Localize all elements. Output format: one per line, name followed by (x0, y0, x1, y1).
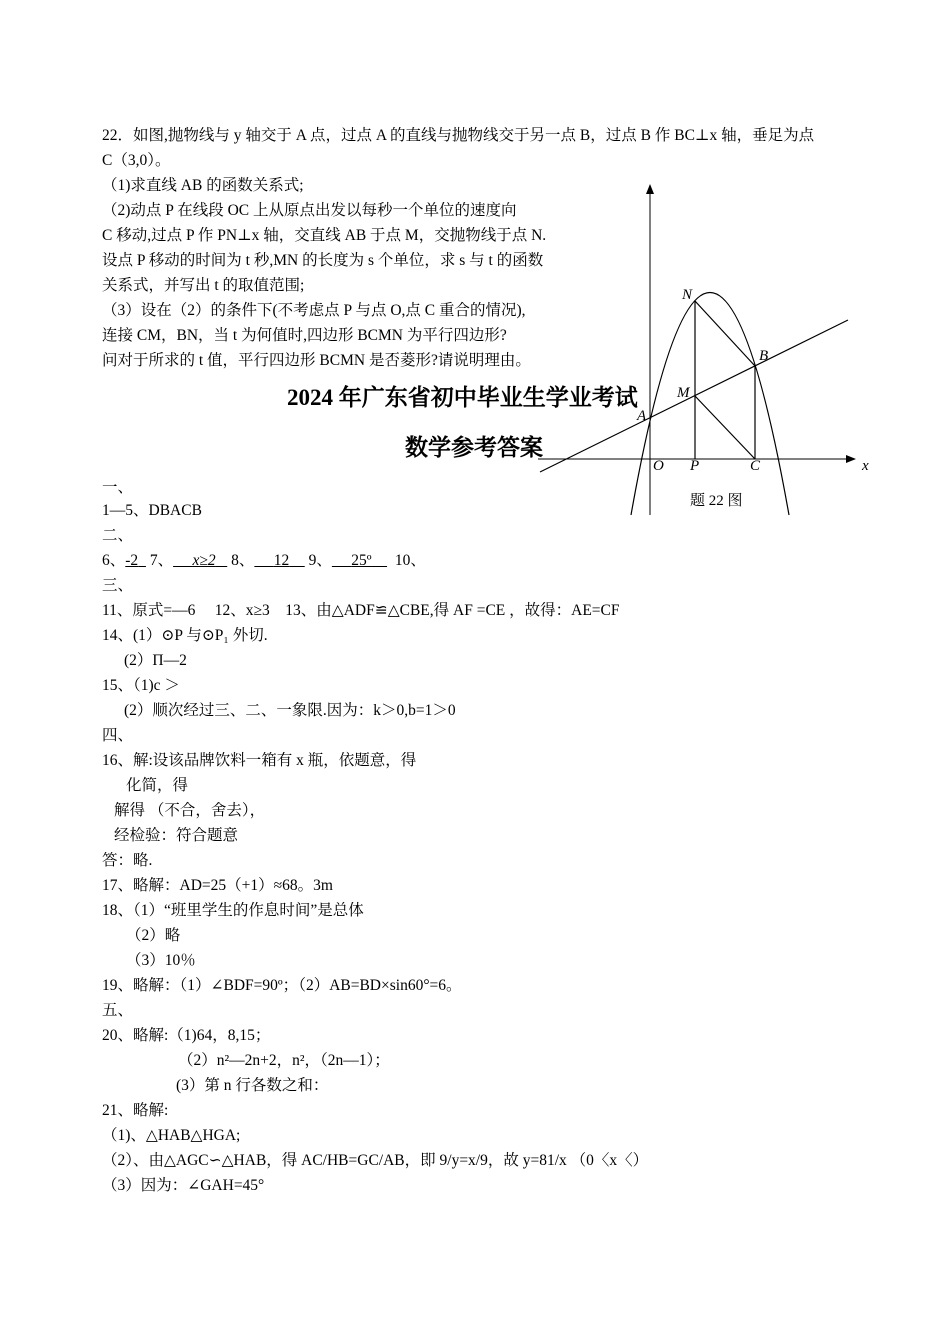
answer-14-2: (2）Π—2 (124, 652, 187, 669)
problem22-line5: C 移动,过点 P 作 PN⊥x 轴，交直线 AB 于点 M，交抛物线于点 N. (102, 227, 547, 244)
answers-11-13: 11、原式=—6 12、x≥3 13、由△ADF≌△CBE,得 AF =CE ，故得：AE=CF (102, 602, 620, 619)
a9-prefix: 9、 (308, 552, 332, 569)
label-b: B (759, 348, 769, 364)
problem22-line6: 设点 P 移动的时间为 t 秒,MN 的长度为 s 个单位，求 s 与 t 的函数 (102, 252, 544, 269)
problem22-figure (530, 180, 880, 520)
section-5: 五、 (102, 1002, 134, 1019)
answer-17: 17、略解：AD=25（+1）≈68。3m (102, 877, 333, 894)
answer-7: x≥2 (192, 552, 216, 569)
answer-18-2: （2）略 (126, 927, 181, 944)
answer-6: -2 (125, 552, 139, 569)
label-n: N (682, 287, 693, 303)
answer-8: 12 (273, 552, 290, 569)
problem22-line3: （1)求直线 AB 的函数关系式; (102, 177, 304, 194)
problem22-line4: （2)动点 P 在线段 OC 上从原点出发以每秒一个单位的速度向 (102, 202, 517, 219)
problem22-line10: 问对于所求的 t 值，平行四边形 BCMN 是否菱形?请说明理由。 (102, 352, 531, 369)
answer-20-2: （2）n²—2n+2，n²，（2n—1）； (178, 1052, 390, 1069)
x-axis-arrow (846, 455, 856, 463)
answer-21-3: （3）因为：∠GAH=45° (102, 1177, 265, 1194)
answer-9: 25º (351, 552, 372, 569)
section-3: 三、 (102, 577, 134, 594)
answer-20-3: (3）第 n 行各数之和： (176, 1077, 329, 1094)
answer-21-1: （1)、△HAB△HGA; (102, 1127, 241, 1144)
segment-mc (695, 396, 755, 459)
answers-6-10 (102, 551, 426, 571)
document-subtitle: 数学参考答案 (405, 435, 543, 460)
answer-16-4: 经检验：符合题意 (114, 827, 239, 844)
label-o: O (653, 458, 664, 474)
answer-18-3: （3）10％ (126, 952, 196, 969)
section-4: 四、 (102, 727, 134, 744)
document-title: 2024 年广东省初中毕业生学业考试 (287, 385, 638, 410)
answer-18-1: 18、（1）“班里学生的作息时间”是总体 (102, 902, 364, 919)
label-p: P (690, 458, 700, 474)
problem22-line9: 连接 CM，BN，当 t 为何值时,四边形 BCMN 为平行四边形? (102, 327, 507, 344)
parabola-curve (631, 293, 789, 516)
answer-19: 19、略解：（1）∠BDF=90º；（2）AB=BD×sin60°=6。 (102, 977, 462, 994)
label-a: A (637, 408, 647, 424)
answer-20-1: 20、略解:（1)64，8,15； (102, 1027, 271, 1044)
answer-16-1: 16、解:设该品牌饮料一箱有 x 瓶，依题意，得 (102, 752, 417, 769)
answer-1-5: 1—5、DBACB (102, 502, 202, 519)
answer-21-0: 21、略解: (102, 1102, 169, 1119)
a8-prefix: 8、 (231, 552, 255, 569)
y-axis-arrow (646, 184, 654, 194)
segment-nb (695, 301, 755, 366)
figure-caption: 题 22 图 (690, 493, 743, 509)
label-x: x (862, 458, 869, 474)
problem22-line1: 22．如图,抛物线与 y 轴交于 A 点，过点 A 的直线与抛物线交于另一点 B，过点 B 作 BC⊥x 轴，垂足为点 (102, 127, 815, 144)
answer-14-1: 14、(1）⊙P 与⊙P₁ 外切. (102, 627, 268, 644)
a10-prefix: 10、 (394, 552, 426, 569)
section-1: 一、 (102, 479, 134, 496)
label-m: M (677, 385, 690, 401)
answer-16-5: 答：略. (102, 852, 153, 869)
answer-16-3: 解得 （不合，舍去）， (114, 802, 266, 819)
answer-16-2: 化简，得 (126, 777, 189, 794)
a6-prefix: 6、 (102, 552, 126, 569)
answer-15-1: 15、（1)c ＞ (102, 677, 180, 694)
problem22-line8: （3）设在（2）的条件下(不考虑点 P 与点 O,点 C 重合的情况), (102, 302, 526, 319)
a7-prefix: 7、 (149, 552, 174, 569)
line-ab (540, 320, 848, 472)
section-2: 二、 (102, 527, 134, 544)
answer-15-2: (2）顺次经过三、二、一象限.因为：k＞0,b=1＞0 (124, 702, 456, 719)
problem22-line2: C（3,0）。 (102, 152, 171, 169)
label-c: C (750, 458, 761, 474)
answer-21-2: （2）、由△AGC∽△HAB，得 AC/HB=GC/AB，即 9/y=x/9，故 y=81/x （0〈x〈） (102, 1152, 649, 1169)
problem22-line7: 关系式，并写出 t 的取值范围; (102, 277, 305, 294)
